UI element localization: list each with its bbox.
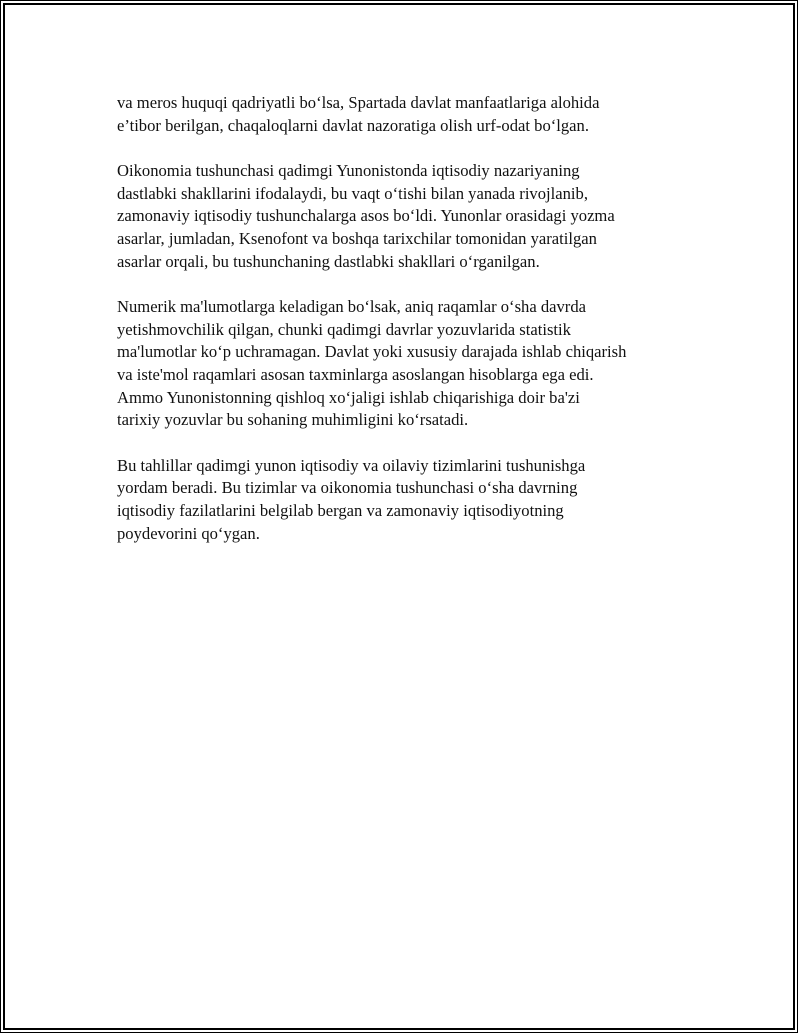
text-line: yordam beradi. Bu tizimlar va oikonomia tushunchasi o‘sha davrning xyxy=(117,478,578,498)
paragraph-3 xyxy=(117,296,697,432)
text-line: asarlar orqali, bu tushunchaning dastlabki shakllari o‘rganilgan. xyxy=(117,251,540,271)
paragraph-2 xyxy=(117,160,697,273)
paragraph-4 xyxy=(117,455,697,545)
text-line: zamonaviy iqtisodiy tushunchalarga asos bo‘ldi. Yunonlar orasidagi yozma xyxy=(117,206,615,226)
text-line: yetishmovchilik qilgan, chunki qadimgi davrlar yozuvlarida statistik xyxy=(117,319,571,339)
text-line: Bu tahlillar qadimgi yunon iqtisodiy va oilaviy tizimlarini tushunishga xyxy=(117,455,586,475)
text-line: va iste'mol raqamlari asosan taxminlarga asoslangan hisoblarga ega edi. xyxy=(117,364,594,384)
paragraph-1 xyxy=(117,92,697,137)
text-line: asarlar, jumladan, Ksenofont va boshqa tarixchilar tomonidan yaratilgan xyxy=(117,228,597,248)
text-line: Numerik ma'lumotlarga keladigan bo‘lsak, aniq raqamlar o‘sha davrda xyxy=(117,297,586,317)
text-line: ma'lumotlar ko‘p uchramagan. Davlat yoki xususiy darajada ishlab chiqarish xyxy=(117,342,627,362)
text-line: va meros huquqi qadriyatli bo‘lsa, Spartada davlat manfaatlariga alohida xyxy=(117,93,600,112)
text-line: Oikonomia tushunchasi qadimgi Yunonistonda iqtisodiy nazariyaning xyxy=(117,161,580,181)
text-line: dastlabki shakllarini ifodalaydi, bu vaqt o‘tishi bilan yanada rivojlanib, xyxy=(117,183,588,203)
document-body xyxy=(117,92,697,568)
text-line: poydevorini qo‘ygan. xyxy=(117,523,260,543)
text-line: Ammo Yunonistonning qishloq xo‘jaligi ishlab chiqarishiga doir ba'zi xyxy=(117,387,580,407)
text-line: e’tibor berilgan, chaqaloqlarni davlat nazoratiga olish urf-odat bo‘lgan. xyxy=(117,115,589,135)
text-line: tarixiy yozuvlar bu sohaning muhimligini ko‘rsatadi. xyxy=(117,410,469,430)
text-line: iqtisodiy fazilatlarini belgilab bergan va zamonaviy iqtisodiyotning xyxy=(117,500,564,520)
